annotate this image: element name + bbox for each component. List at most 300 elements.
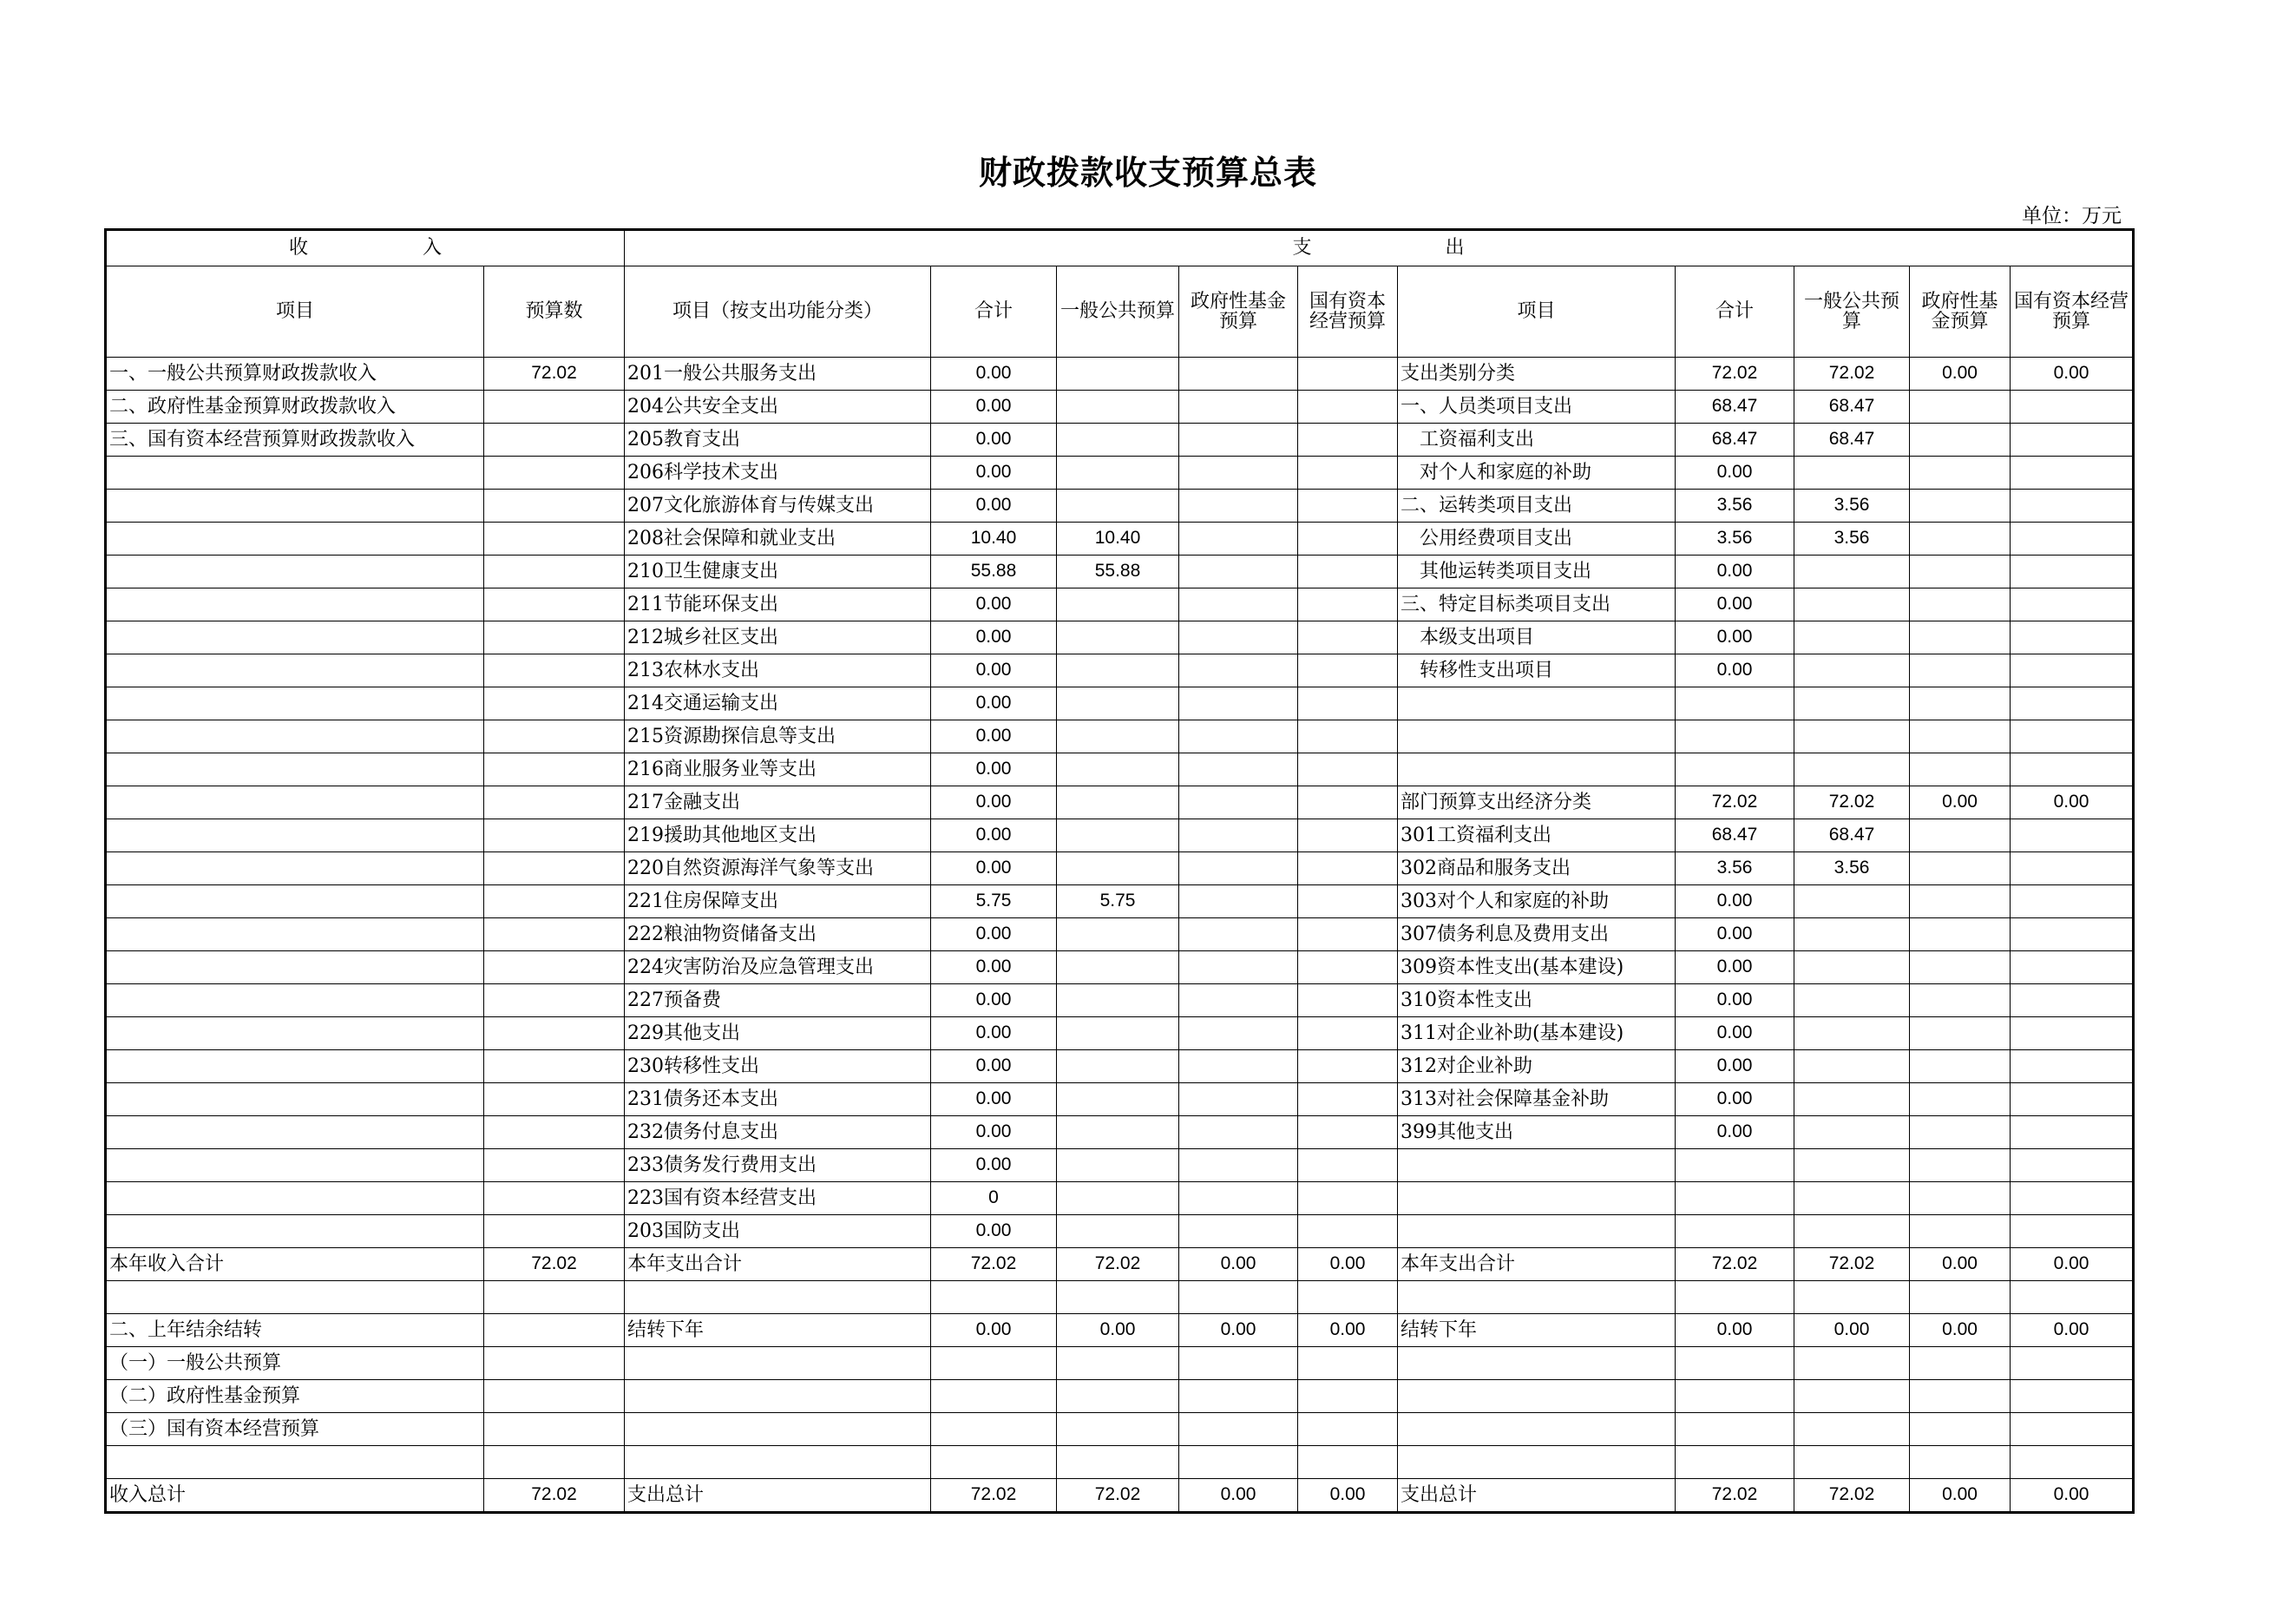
table-row xyxy=(106,1083,2134,1116)
expense-state-capital xyxy=(1298,720,1398,753)
category-general-public xyxy=(1794,720,1910,753)
income-item xyxy=(106,819,484,852)
expense-function-item: 223国有资本经营支出 xyxy=(625,1182,931,1215)
category-state-capital xyxy=(2011,1446,2134,1479)
table-row xyxy=(106,391,2134,424)
income-item xyxy=(106,1149,484,1182)
income-amount xyxy=(484,885,625,918)
expense-gov-fund xyxy=(1179,720,1298,753)
income-amount xyxy=(484,654,625,687)
expense-category-item: 支出类别分类 xyxy=(1398,358,1676,391)
expense-category-item: 312对企业补助 xyxy=(1398,1050,1676,1083)
table-row xyxy=(106,358,2134,391)
category-state-capital xyxy=(2011,1050,2134,1083)
category-total: 0.00 xyxy=(1676,654,1794,687)
expense-category-item: 公用经费项目支出 xyxy=(1398,523,1676,556)
expense-state-capital: 0.00 xyxy=(1298,1479,1398,1513)
category-general-public: 68.47 xyxy=(1794,391,1910,424)
income-item xyxy=(106,1446,484,1479)
income-amount xyxy=(484,588,625,621)
expense-state-capital xyxy=(1298,1149,1398,1182)
income-amount xyxy=(484,819,625,852)
expense-total: 0.00 xyxy=(931,918,1057,951)
expense-gov-fund xyxy=(1179,1446,1298,1479)
expense-general-public xyxy=(1057,984,1179,1017)
expense-category-item: 其他运转类项目支出 xyxy=(1398,556,1676,588)
expense-state-capital xyxy=(1298,654,1398,687)
category-gov-fund xyxy=(1910,1149,2011,1182)
category-total: 0.00 xyxy=(1676,556,1794,588)
expense-gov-fund xyxy=(1179,588,1298,621)
expense-category-item: 309资本性支出(基本建设) xyxy=(1398,951,1676,984)
category-state-capital xyxy=(2011,1182,2134,1215)
category-general-public xyxy=(1794,1116,1910,1149)
category-general-public: 68.47 xyxy=(1794,819,1910,852)
expense-general-public xyxy=(1057,1446,1179,1479)
income-item: 二、政府性基金预算财政拨款收入 xyxy=(106,391,484,424)
expense-gov-fund xyxy=(1179,1215,1298,1248)
expense-general-public xyxy=(1057,1017,1179,1050)
expense-function-item: 212城乡社区支出 xyxy=(625,621,931,654)
category-total xyxy=(1676,1413,1794,1446)
category-general-public xyxy=(1794,951,1910,984)
category-state-capital xyxy=(2011,621,2134,654)
expense-state-capital xyxy=(1298,951,1398,984)
category-total xyxy=(1676,1281,1794,1314)
table-row xyxy=(106,720,2134,753)
category-state-capital xyxy=(2011,1215,2134,1248)
col-budget-amount: 预算数 xyxy=(484,266,625,358)
category-total xyxy=(1676,753,1794,786)
category-total: 0.00 xyxy=(1676,621,1794,654)
expense-function-item: 214交通运输支出 xyxy=(625,687,931,720)
expense-gov-fund xyxy=(1179,358,1298,391)
income-item: 本年收入合计 xyxy=(106,1248,484,1281)
expense-category-item xyxy=(1398,1215,1676,1248)
category-general-public xyxy=(1794,1281,1910,1314)
category-general-public xyxy=(1794,885,1910,918)
expense-category-item: 301工资福利支出 xyxy=(1398,819,1676,852)
expense-general-public xyxy=(1057,786,1179,819)
expense-category-item xyxy=(1398,1380,1676,1413)
category-total: 0.00 xyxy=(1676,885,1794,918)
income-amount xyxy=(484,490,625,523)
category-state-capital xyxy=(2011,918,2134,951)
expense-total: 0.00 xyxy=(931,358,1057,391)
category-total: 3.56 xyxy=(1676,490,1794,523)
category-state-capital xyxy=(2011,1116,2134,1149)
category-total: 68.47 xyxy=(1676,819,1794,852)
category-state-capital xyxy=(2011,984,2134,1017)
expense-function-item: 本年支出合计 xyxy=(625,1248,931,1281)
expense-total: 0.00 xyxy=(931,1017,1057,1050)
category-gov-fund xyxy=(1910,852,2011,885)
category-state-capital xyxy=(2011,588,2134,621)
expense-function-item: 221住房保障支出 xyxy=(625,885,931,918)
expense-general-public xyxy=(1057,490,1179,523)
expense-function-item: 230转移性支出 xyxy=(625,1050,931,1083)
income-item xyxy=(106,720,484,753)
expense-category-item: 399其他支出 xyxy=(1398,1116,1676,1149)
table-row xyxy=(106,1479,2134,1513)
expense-category-item: 支出总计 xyxy=(1398,1479,1676,1513)
expense-function-item: 203国防支出 xyxy=(625,1215,931,1248)
expense-total: 0.00 xyxy=(931,1083,1057,1116)
category-total: 0.00 xyxy=(1676,1050,1794,1083)
expense-general-public xyxy=(1057,391,1179,424)
table-row xyxy=(106,918,2134,951)
category-general-public xyxy=(1794,1017,1910,1050)
expense-gov-fund xyxy=(1179,523,1298,556)
col-gov-fund: 政府性基金预算 xyxy=(1179,266,1298,358)
income-item xyxy=(106,1281,484,1314)
income-amount xyxy=(484,1182,625,1215)
expense-function-item: 215资源勘探信息等支出 xyxy=(625,720,931,753)
expense-general-public: 72.02 xyxy=(1057,1248,1179,1281)
category-general-public xyxy=(1794,1050,1910,1083)
income-item xyxy=(106,984,484,1017)
income-item: 一、一般公共预算财政拨款收入 xyxy=(106,358,484,391)
expense-total: 0.00 xyxy=(931,951,1057,984)
category-state-capital xyxy=(2011,1281,2134,1314)
category-gov-fund xyxy=(1910,654,2011,687)
expense-gov-fund xyxy=(1179,1050,1298,1083)
table-row xyxy=(106,852,2134,885)
category-total: 68.47 xyxy=(1676,424,1794,457)
category-general-public: 3.56 xyxy=(1794,852,1910,885)
category-total: 0.00 xyxy=(1676,984,1794,1017)
category-total: 0.00 xyxy=(1676,457,1794,490)
expense-total: 0.00 xyxy=(931,1116,1057,1149)
table-row xyxy=(106,687,2134,720)
col-total-right: 合计 xyxy=(1676,266,1794,358)
category-total xyxy=(1676,1446,1794,1479)
income-amount xyxy=(484,556,625,588)
col-general-public: 一般公共预算 xyxy=(1057,266,1179,358)
income-item xyxy=(106,523,484,556)
income-amount xyxy=(484,1116,625,1149)
table-row xyxy=(106,1347,2134,1380)
expense-state-capital xyxy=(1298,358,1398,391)
expense-function-item: 220自然资源海洋气象等支出 xyxy=(625,852,931,885)
expense-category-item xyxy=(1398,1182,1676,1215)
col-item-right: 项目 xyxy=(1398,266,1676,358)
income-amount: 72.02 xyxy=(484,1479,625,1513)
expense-category-item: 本年支出合计 xyxy=(1398,1248,1676,1281)
category-total: 0.00 xyxy=(1676,951,1794,984)
table-row xyxy=(106,1446,2134,1479)
expense-general-public: 5.75 xyxy=(1057,885,1179,918)
expense-general-public xyxy=(1057,1116,1179,1149)
category-state-capital: 0.00 xyxy=(2011,786,2134,819)
category-total: 0.00 xyxy=(1676,588,1794,621)
category-gov-fund xyxy=(1910,1347,2011,1380)
expense-gov-fund xyxy=(1179,490,1298,523)
expense-total xyxy=(931,1413,1057,1446)
table-row xyxy=(106,1248,2134,1281)
category-state-capital xyxy=(2011,424,2134,457)
expense-general-public xyxy=(1057,1083,1179,1116)
table-row xyxy=(106,1017,2134,1050)
category-gov-fund xyxy=(1910,621,2011,654)
category-gov-fund xyxy=(1910,1083,2011,1116)
expense-total: 0.00 xyxy=(931,786,1057,819)
table-row xyxy=(106,1281,2134,1314)
expense-state-capital xyxy=(1298,1413,1398,1446)
expense-total: 0.00 xyxy=(931,424,1057,457)
expense-function-item: 204公共安全支出 xyxy=(625,391,931,424)
income-amount xyxy=(484,951,625,984)
table-row xyxy=(106,1149,2134,1182)
expense-general-public xyxy=(1057,1149,1179,1182)
expense-total: 0.00 xyxy=(931,457,1057,490)
category-general-public xyxy=(1794,1149,1910,1182)
expense-total: 72.02 xyxy=(931,1248,1057,1281)
income-amount xyxy=(484,720,625,753)
income-item xyxy=(106,1116,484,1149)
category-general-public xyxy=(1794,1083,1910,1116)
category-total: 72.02 xyxy=(1676,358,1794,391)
expense-state-capital xyxy=(1298,1050,1398,1083)
income-amount xyxy=(484,984,625,1017)
expense-category-item xyxy=(1398,720,1676,753)
category-gov-fund xyxy=(1910,918,2011,951)
category-state-capital: 0.00 xyxy=(2011,358,2134,391)
income-item xyxy=(106,1182,484,1215)
income-item: 三、国有资本经营预算财政拨款收入 xyxy=(106,424,484,457)
expense-total: 0.00 xyxy=(931,1050,1057,1083)
table-row xyxy=(106,1380,2134,1413)
income-item: （一）一般公共预算 xyxy=(106,1347,484,1380)
expense-category-item: 313对社会保障基金补助 xyxy=(1398,1083,1676,1116)
expense-state-capital xyxy=(1298,621,1398,654)
income-amount: 72.02 xyxy=(484,1248,625,1281)
category-general-public: 72.02 xyxy=(1794,358,1910,391)
category-state-capital xyxy=(2011,687,2134,720)
category-general-public xyxy=(1794,1215,1910,1248)
expense-state-capital xyxy=(1298,1083,1398,1116)
income-item xyxy=(106,457,484,490)
expense-function-item: 229其他支出 xyxy=(625,1017,931,1050)
expense-category-item: 对个人和家庭的补助 xyxy=(1398,457,1676,490)
expense-category-item: 303对个人和家庭的补助 xyxy=(1398,885,1676,918)
category-total: 72.02 xyxy=(1676,1479,1794,1513)
category-gov-fund xyxy=(1910,1413,2011,1446)
expense-total: 5.75 xyxy=(931,885,1057,918)
category-state-capital xyxy=(2011,1083,2134,1116)
col-item: 项目 xyxy=(106,266,484,358)
expense-general-public xyxy=(1057,424,1179,457)
category-gov-fund xyxy=(1910,720,2011,753)
expense-state-capital xyxy=(1298,588,1398,621)
income-amount xyxy=(484,1050,625,1083)
expense-general-public xyxy=(1057,1215,1179,1248)
table-row xyxy=(106,523,2134,556)
expense-general-public xyxy=(1057,588,1179,621)
category-total xyxy=(1676,1182,1794,1215)
expense-category-item: 302商品和服务支出 xyxy=(1398,852,1676,885)
expense-gov-fund xyxy=(1179,753,1298,786)
header-row-columns xyxy=(106,266,2134,358)
income-item xyxy=(106,1050,484,1083)
category-gov-fund xyxy=(1910,457,2011,490)
category-gov-fund xyxy=(1910,1116,2011,1149)
expense-category-item: 部门预算支出经济分类 xyxy=(1398,786,1676,819)
expense-state-capital xyxy=(1298,819,1398,852)
category-general-public xyxy=(1794,1347,1910,1380)
category-total: 3.56 xyxy=(1676,852,1794,885)
category-general-public: 3.56 xyxy=(1794,523,1910,556)
expense-function-item xyxy=(625,1413,931,1446)
category-gov-fund xyxy=(1910,1446,2011,1479)
expense-general-public xyxy=(1057,1182,1179,1215)
category-general-public xyxy=(1794,556,1910,588)
expense-category-item: 转移性支出项目 xyxy=(1398,654,1676,687)
income-item xyxy=(106,1083,484,1116)
expense-gov-fund xyxy=(1179,556,1298,588)
category-general-public xyxy=(1794,1182,1910,1215)
income-item xyxy=(106,918,484,951)
category-gov-fund: 0.00 xyxy=(1910,1248,2011,1281)
category-gov-fund xyxy=(1910,1050,2011,1083)
expense-total xyxy=(931,1347,1057,1380)
expense-total: 0.00 xyxy=(931,1215,1057,1248)
income-item: （二）政府性基金预算 xyxy=(106,1380,484,1413)
income-item xyxy=(106,885,484,918)
category-gov-fund xyxy=(1910,1182,2011,1215)
expense-state-capital xyxy=(1298,1215,1398,1248)
expense-general-public: 55.88 xyxy=(1057,556,1179,588)
expense-function-item xyxy=(625,1347,931,1380)
expense-total: 0.00 xyxy=(931,621,1057,654)
expense-general-public xyxy=(1057,457,1179,490)
category-state-capital xyxy=(2011,1149,2134,1182)
income-amount xyxy=(484,1446,625,1479)
income-amount: 72.02 xyxy=(484,358,625,391)
expense-gov-fund xyxy=(1179,1380,1298,1413)
expense-gov-fund: 0.00 xyxy=(1179,1479,1298,1513)
table-row xyxy=(106,490,2134,523)
income-amount xyxy=(484,753,625,786)
category-general-public xyxy=(1794,1413,1910,1446)
expense-gov-fund xyxy=(1179,1182,1298,1215)
col-item-by-function: 项目（按支出功能分类） xyxy=(625,266,931,358)
category-state-capital xyxy=(2011,885,2134,918)
category-state-capital xyxy=(2011,490,2134,523)
income-amount xyxy=(484,1215,625,1248)
expense-gov-fund xyxy=(1179,1413,1298,1446)
table-row xyxy=(106,1314,2134,1347)
expense-state-capital xyxy=(1298,490,1398,523)
income-amount xyxy=(484,852,625,885)
expense-category-item: 307债务利息及费用支出 xyxy=(1398,918,1676,951)
table-row xyxy=(106,1182,2134,1215)
expense-gov-fund xyxy=(1179,819,1298,852)
expense-general-public xyxy=(1057,1380,1179,1413)
expense-gov-fund xyxy=(1179,1083,1298,1116)
expense-state-capital: 0.00 xyxy=(1298,1248,1398,1281)
income-amount xyxy=(484,786,625,819)
expense-function-item: 210卫生健康支出 xyxy=(625,556,931,588)
expense-function-item: 219援助其他地区支出 xyxy=(625,819,931,852)
expense-state-capital xyxy=(1298,885,1398,918)
category-general-public: 72.02 xyxy=(1794,1248,1910,1281)
category-state-capital xyxy=(2011,852,2134,885)
table-row xyxy=(106,984,2134,1017)
income-amount xyxy=(484,391,625,424)
category-gov-fund xyxy=(1910,984,2011,1017)
category-state-capital xyxy=(2011,951,2134,984)
expense-total: 0.00 xyxy=(931,1314,1057,1347)
expense-general-public xyxy=(1057,819,1179,852)
expense-total: 0.00 xyxy=(931,588,1057,621)
category-state-capital xyxy=(2011,654,2134,687)
category-gov-fund xyxy=(1910,588,2011,621)
income-item xyxy=(106,588,484,621)
expense-general-public xyxy=(1057,720,1179,753)
category-total xyxy=(1676,1149,1794,1182)
expense-general-public xyxy=(1057,687,1179,720)
col-gov-fund-right: 政府性基金预算 xyxy=(1910,266,2011,358)
expense-gov-fund xyxy=(1179,457,1298,490)
category-gov-fund xyxy=(1910,951,2011,984)
expense-category-item: 二、运转类项目支出 xyxy=(1398,490,1676,523)
category-gov-fund: 0.00 xyxy=(1910,786,2011,819)
col-state-capital: 国有资本经营预算 xyxy=(1298,266,1398,358)
expense-function-item: 201一般公共服务支出 xyxy=(625,358,931,391)
category-gov-fund xyxy=(1910,885,2011,918)
category-state-capital xyxy=(2011,391,2134,424)
expense-total: 0.00 xyxy=(931,753,1057,786)
expense-total xyxy=(931,1446,1057,1479)
expense-category-item: 一、人员类项目支出 xyxy=(1398,391,1676,424)
income-amount xyxy=(484,918,625,951)
expense-state-capital xyxy=(1298,1347,1398,1380)
category-total xyxy=(1676,1347,1794,1380)
expense-total: 0.00 xyxy=(931,720,1057,753)
expense-state-capital xyxy=(1298,918,1398,951)
expense-state-capital xyxy=(1298,1281,1398,1314)
expense-total: 0.00 xyxy=(931,490,1057,523)
expense-function-item xyxy=(625,1281,931,1314)
category-total xyxy=(1676,720,1794,753)
expense-gov-fund xyxy=(1179,1017,1298,1050)
category-state-capital xyxy=(2011,556,2134,588)
category-state-capital xyxy=(2011,523,2134,556)
expense-category-item: 三、特定目标类项目支出 xyxy=(1398,588,1676,621)
income-item xyxy=(106,786,484,819)
category-gov-fund: 0.00 xyxy=(1910,358,2011,391)
category-general-public xyxy=(1794,753,1910,786)
income-item: 收入总计 xyxy=(106,1479,484,1513)
table-row xyxy=(106,885,2134,918)
income-amount xyxy=(484,621,625,654)
expense-gov-fund xyxy=(1179,852,1298,885)
category-state-capital xyxy=(2011,753,2134,786)
category-gov-fund xyxy=(1910,1281,2011,1314)
expense-gov-fund xyxy=(1179,885,1298,918)
income-amount xyxy=(484,687,625,720)
expense-function-item: 支出总计 xyxy=(625,1479,931,1513)
expense-state-capital xyxy=(1298,1446,1398,1479)
income-item: 二、上年结余结转 xyxy=(106,1314,484,1347)
category-general-public xyxy=(1794,654,1910,687)
expense-general-public xyxy=(1057,951,1179,984)
income-item xyxy=(106,556,484,588)
expense-general-public xyxy=(1057,621,1179,654)
expense-state-capital: 0.00 xyxy=(1298,1314,1398,1347)
expense-total: 0.00 xyxy=(931,852,1057,885)
